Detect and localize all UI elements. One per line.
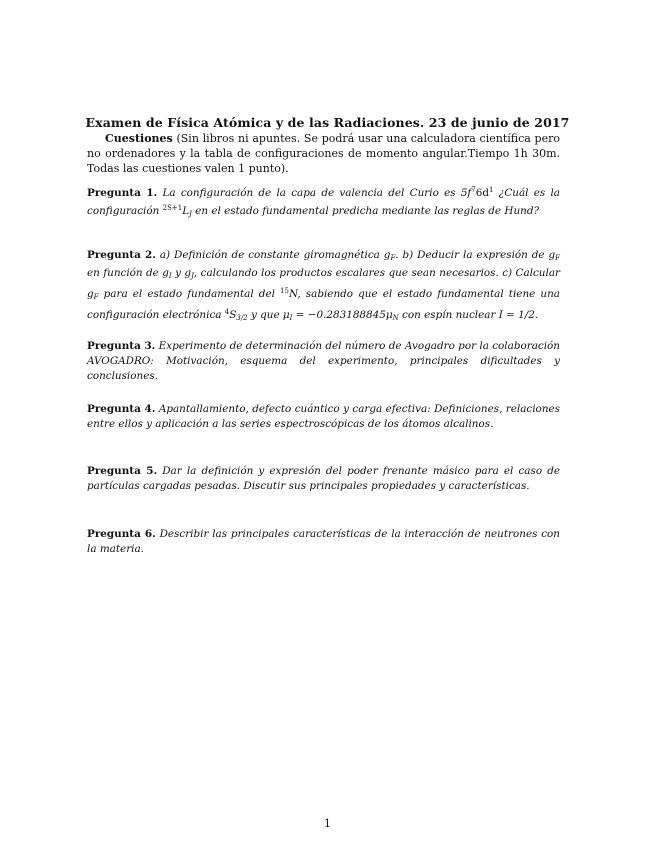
q2-part: para el estado fundamental del — [98, 288, 281, 300]
question-4-label: Pregunta 4. — [87, 403, 156, 415]
q1-part: La configuración de la capa de valencia del Curio es 5f — [162, 187, 472, 199]
question-2 — [87, 248, 560, 326]
q2-sub: I — [168, 272, 172, 280]
q2-part: S — [229, 309, 237, 321]
question-2-text — [87, 249, 560, 321]
q2-sup: 4 — [224, 308, 230, 316]
question-6-label: Pregunta 6. — [87, 528, 156, 540]
question-3-text: Experimento de determinación del número de Avogadro por la colaboración AVOGADRO: Motivación, esquema del experimento, principales dificultades y conclusiones. — [87, 340, 560, 382]
q2-part: en función de g — [87, 267, 169, 279]
question-4 — [87, 402, 560, 432]
question-5-label: Pregunta 5. — [87, 465, 158, 477]
q2-part: = −0.283188845μ — [292, 309, 393, 321]
q1-sup: 1 — [489, 186, 494, 194]
q2-sup: 15 — [280, 287, 289, 295]
q1-part: en el estado fundamental predicha mediante las reglas de Hund? — [191, 205, 540, 217]
q2-sub: F — [390, 254, 396, 262]
question-5 — [87, 464, 560, 494]
q2-sub: F — [555, 254, 561, 262]
q2-part: y g — [171, 267, 192, 279]
question-1-label: Pregunta 1. — [87, 187, 158, 199]
instructions-text: (Sin libros ni apuntes. Se podrá usar una calculadora científica pero no ordenadores y la tabla de configuraciones de momento angular.Tiempo 1h 30m. Todas las cuestiones valen 1 punto). — [87, 132, 560, 175]
q2-part: N, sabiendo que el estado fundamental tiene una configuración electrónica — [87, 288, 560, 321]
q2-sub: F — [93, 293, 99, 301]
q2-part: , calculando los productos escalares que sean necesarios. c) Calcular g — [87, 267, 560, 300]
q1-sub: J — [189, 210, 192, 218]
q2-sub: I — [289, 314, 293, 322]
q1-part: 6d — [475, 187, 490, 199]
q2-part: . b) Deducir la expresión de g — [395, 249, 556, 261]
q2-part: a) Definición de constante giromagnética g — [159, 249, 391, 261]
q2-sub: N — [392, 314, 399, 322]
question-3-label: Pregunta 3. — [87, 340, 156, 352]
instructions-lead: Cuestiones — [105, 132, 173, 145]
q1-part: L — [182, 205, 190, 217]
question-2-label: Pregunta 2. — [87, 249, 156, 261]
question-5-text: Dar la definición y expresión del poder frenante másico para el caso de partículas cargadas pesadas. Discutir sus principales propiedades y características. — [87, 465, 560, 492]
exam-instructions — [87, 131, 560, 176]
q2-part: con espín nuclear I = 1/2. — [398, 309, 539, 321]
q1-part: ¿Cuál es la configuración — [87, 187, 560, 217]
question-1 — [87, 183, 560, 222]
exam-title: Examen de Física Atómica y de las Radiaciones. 23 de junio de 2017 — [85, 115, 570, 130]
q2-sub: J — [191, 272, 194, 280]
question-3 — [87, 339, 560, 384]
q1-sup: 2S+1 — [162, 204, 183, 212]
question-4-text: Apantallamiento, defecto cuántico y carga efectiva: Definiciones, relaciones entre ellos y aplicación a las series espectroscópicas de los átomos alcalinos. — [87, 403, 560, 430]
q2-sub: 3/2 — [236, 314, 248, 322]
question-6-text: Describir las principales características de la interacción de neutrones con la materia. — [87, 528, 560, 555]
question-1-text — [87, 187, 560, 217]
question-6 — [87, 527, 560, 557]
q2-part: y que μ — [247, 309, 290, 321]
q1-sup: 7 — [471, 186, 476, 194]
page-number: 1 — [324, 817, 331, 830]
